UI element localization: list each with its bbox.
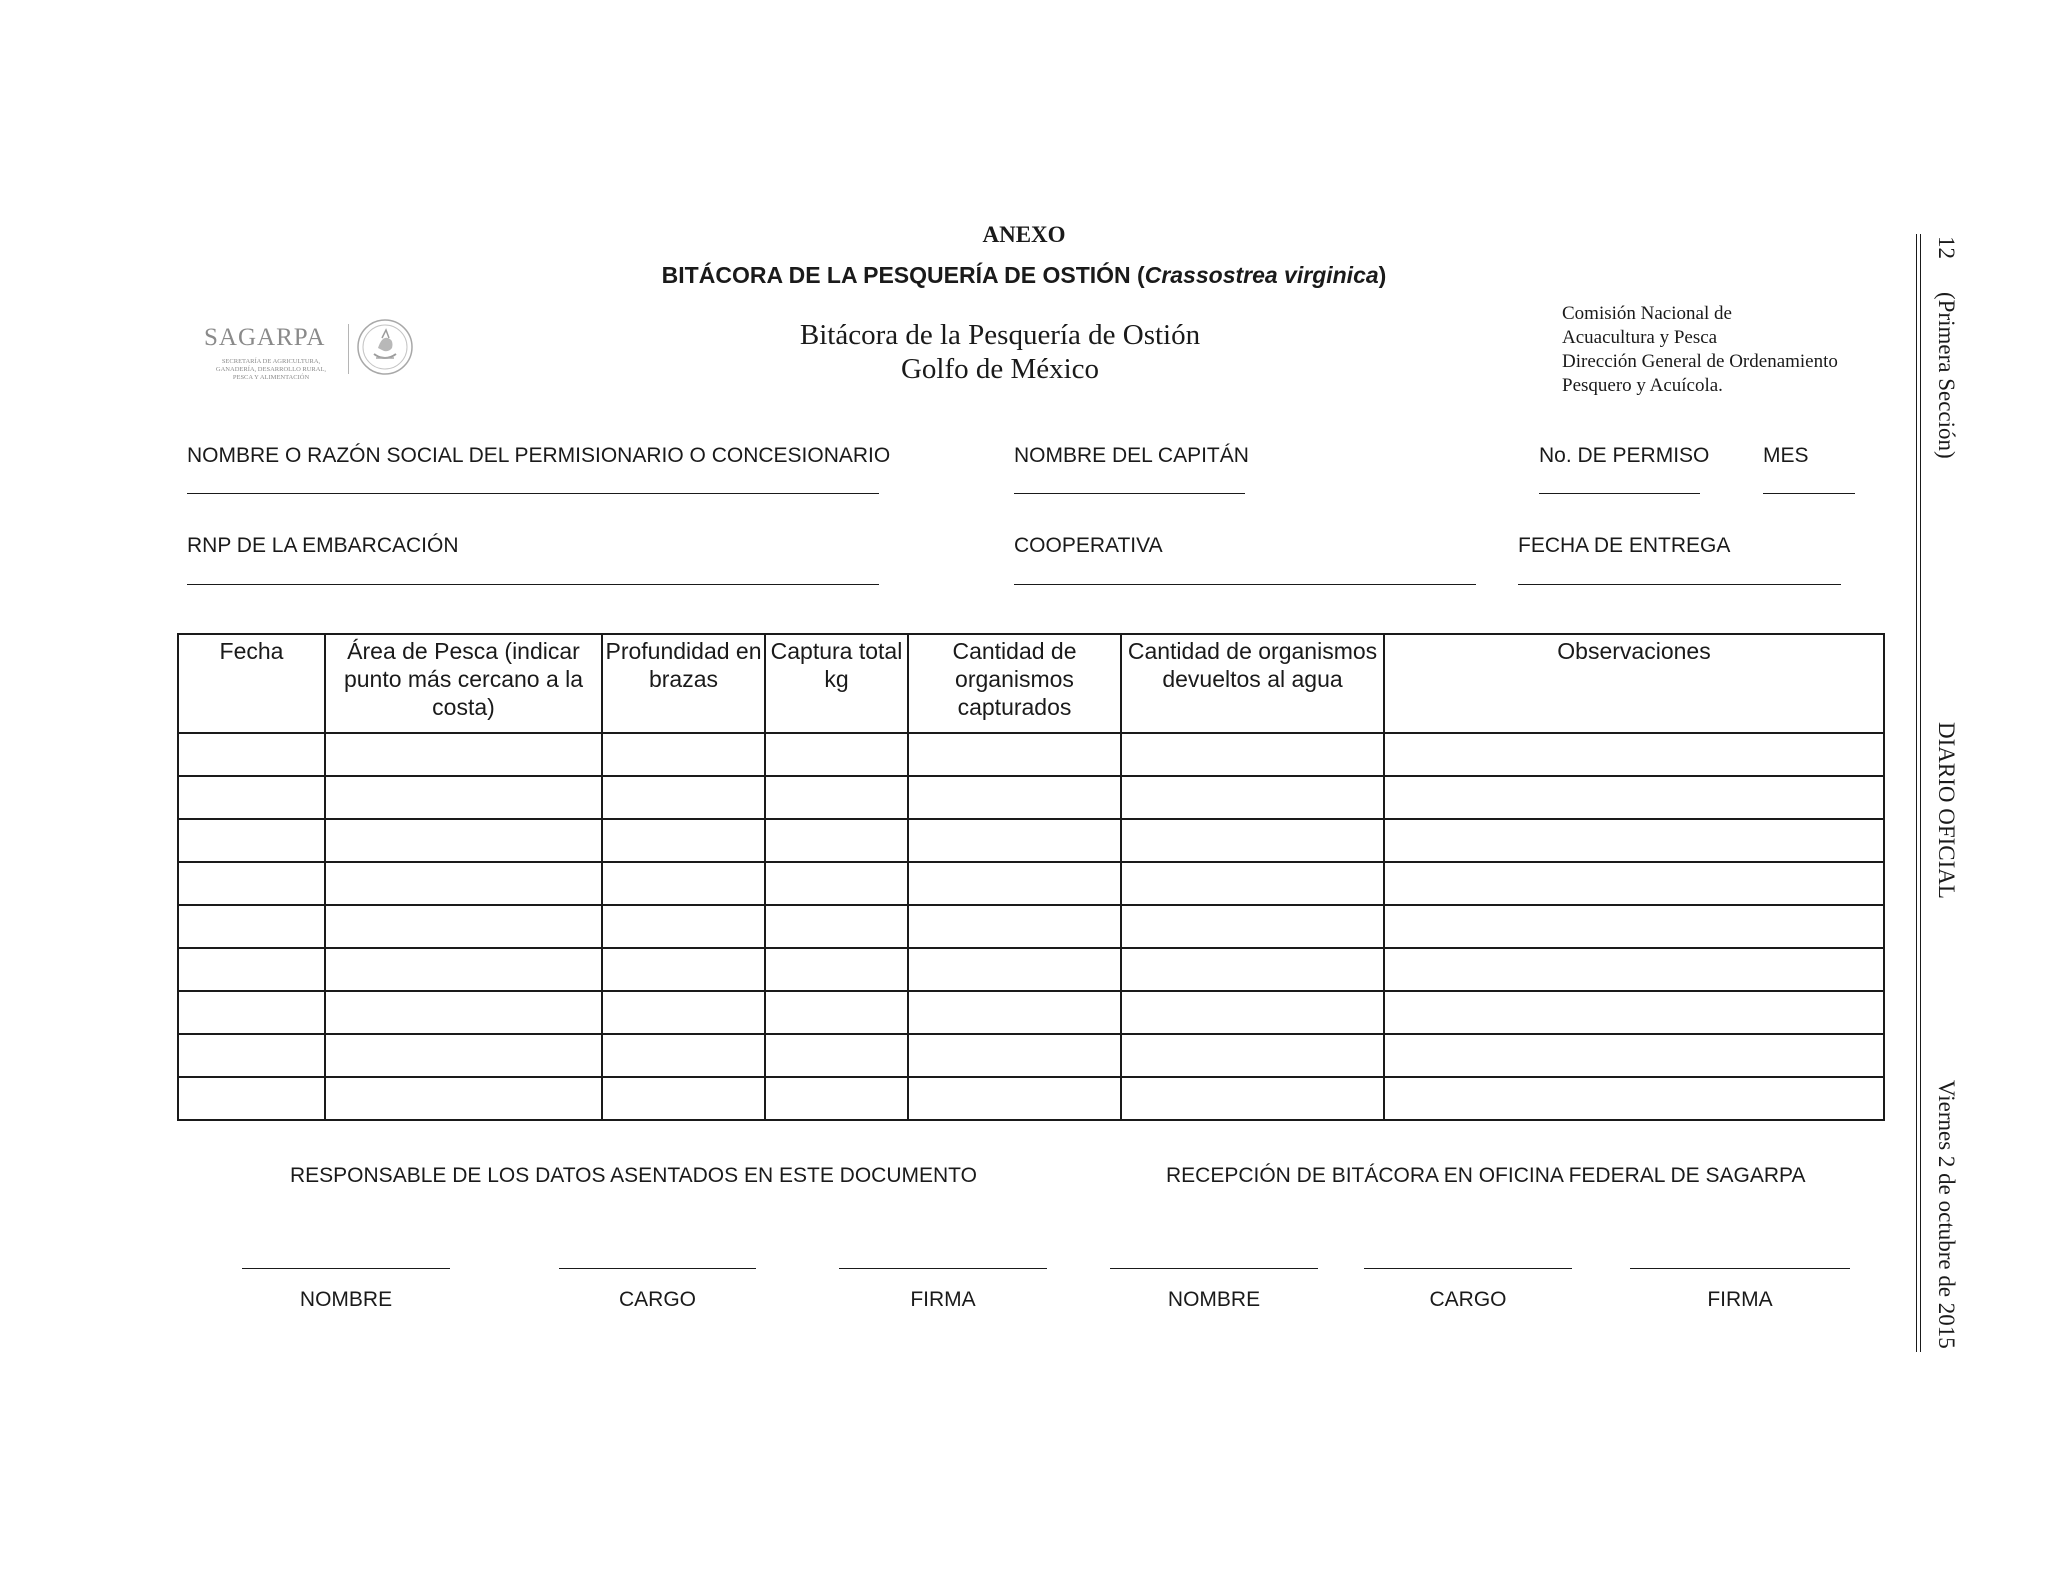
- section-label: (Primera Sección): [1934, 292, 1959, 459]
- signature-line[interactable]: [1630, 1268, 1850, 1269]
- table-cell[interactable]: [908, 1077, 1121, 1120]
- logo-wordmark: SAGARPA: [204, 324, 326, 351]
- left-nombre-label: NOMBRE: [299, 1288, 393, 1311]
- page-number: 12: [1934, 236, 1959, 259]
- recepcion-heading: RECEPCIÓN DE BITÁCORA EN OFICINA FEDERAL DE SAGARPA: [1166, 1164, 1806, 1187]
- sagarpa-logo: [204, 316, 424, 382]
- table-cell[interactable]: [1121, 1077, 1384, 1120]
- header-area-pesca: Área de Pesca (indicar punto más cercano a la costa): [325, 634, 602, 733]
- table-cell[interactable]: [178, 1077, 325, 1120]
- signature-line[interactable]: [559, 1268, 756, 1269]
- table-cell[interactable]: [325, 1077, 602, 1120]
- table-cell[interactable]: [602, 1034, 765, 1077]
- table-cell[interactable]: [325, 776, 602, 819]
- capitan-line[interactable]: [1014, 493, 1245, 494]
- table-row: [178, 991, 1884, 1034]
- table-cell[interactable]: [325, 733, 602, 776]
- table-cell[interactable]: [1384, 991, 1884, 1034]
- table-cell[interactable]: [1384, 862, 1884, 905]
- table-cell[interactable]: [765, 1077, 908, 1120]
- header-organismos-capturados: Cantidad de organismos capturados: [908, 634, 1121, 733]
- header-organismos-devueltos: Cantidad de organismos devueltos al agua: [1121, 634, 1384, 733]
- table-cell[interactable]: [1121, 862, 1384, 905]
- table-cell[interactable]: [1384, 1077, 1884, 1120]
- table-cell[interactable]: [1384, 948, 1884, 991]
- permisionario-line[interactable]: [187, 493, 879, 494]
- table-cell[interactable]: [908, 1034, 1121, 1077]
- agency-line-4: Pesquero y Acuícola.: [1562, 375, 1723, 396]
- rnp-label: RNP DE LA EMBARCACIÓN: [187, 534, 459, 557]
- table-cell[interactable]: [765, 862, 908, 905]
- table-cell[interactable]: [178, 991, 325, 1034]
- table-cell[interactable]: [602, 819, 765, 862]
- table-cell[interactable]: [908, 991, 1121, 1034]
- table-row: [178, 905, 1884, 948]
- publication-date: Viernes 2 de octubre de 2015: [1934, 1080, 1959, 1349]
- subtitle-line-1: Bitácora de la Pesquería de Ostión: [799, 319, 1201, 351]
- table-cell[interactable]: [602, 948, 765, 991]
- table-cell[interactable]: [765, 905, 908, 948]
- table-cell[interactable]: [1384, 905, 1884, 948]
- side-rule: [1920, 234, 1921, 1352]
- subtitle-line-2: Golfo de México: [900, 353, 1100, 385]
- table-cell[interactable]: [1384, 819, 1884, 862]
- catch-log-table: [177, 633, 1885, 1121]
- table-cell[interactable]: [908, 862, 1121, 905]
- table-cell[interactable]: [908, 776, 1121, 819]
- header-profundidad: Profundidad en brazas: [602, 634, 765, 733]
- table-row: [178, 776, 1884, 819]
- left-firma-label: FIRMA: [910, 1288, 976, 1311]
- title-text: BITÁCORA DE LA PESQUERÍA DE OSTIÓN (: [661, 262, 1145, 288]
- table-cell[interactable]: [178, 905, 325, 948]
- mes-label: MES: [1763, 444, 1809, 467]
- table-cell[interactable]: [178, 948, 325, 991]
- table-row: [178, 819, 1884, 862]
- table-cell[interactable]: [765, 1034, 908, 1077]
- table-cell[interactable]: [602, 733, 765, 776]
- table-cell[interactable]: [908, 733, 1121, 776]
- table-cell[interactable]: [325, 991, 602, 1034]
- signature-line[interactable]: [1364, 1268, 1572, 1269]
- right-nombre-label: NOMBRE: [1167, 1288, 1261, 1311]
- table-row: [178, 1077, 1884, 1120]
- table-cell[interactable]: [765, 991, 908, 1034]
- table-cell[interactable]: [1384, 733, 1884, 776]
- table-cell[interactable]: [1384, 1034, 1884, 1077]
- table-cell[interactable]: [325, 862, 602, 905]
- table-cell[interactable]: [178, 776, 325, 819]
- header-captura: Captura total kg: [765, 634, 908, 733]
- agency-block: [1562, 302, 1838, 398]
- fecha-entrega-label: FECHA DE ENTREGA: [1518, 534, 1731, 557]
- title-close: ): [1378, 262, 1387, 288]
- agency-line-3: Dirección General de Ordenamiento: [1562, 351, 1838, 372]
- mexican-coat-of-arms-icon: [356, 318, 414, 376]
- table-cell[interactable]: [908, 819, 1121, 862]
- table-row: [178, 1034, 1884, 1077]
- header-fecha: Fecha: [178, 634, 325, 733]
- signature-line[interactable]: [242, 1268, 450, 1269]
- signature-line[interactable]: [1110, 1268, 1318, 1269]
- permisionario-label: NOMBRE O RAZÓN SOCIAL DEL PERMISIONARIO O CONCESIONARIO: [187, 444, 891, 467]
- table-cell[interactable]: [602, 991, 765, 1034]
- table-row: [178, 948, 1884, 991]
- species-name: Crassostrea virginica: [1144, 262, 1379, 288]
- table-cell[interactable]: [765, 819, 908, 862]
- table-header-row: [178, 634, 1884, 733]
- table-cell[interactable]: [178, 733, 325, 776]
- fecha-entrega-line[interactable]: [1518, 584, 1841, 585]
- table-cell[interactable]: [325, 905, 602, 948]
- table-cell[interactable]: [325, 819, 602, 862]
- side-rule: [1916, 234, 1917, 1352]
- table-cell[interactable]: [602, 1077, 765, 1120]
- table-cell[interactable]: [325, 1034, 602, 1077]
- responsable-heading: RESPONSABLE DE LOS DATOS ASENTADOS EN ESTE DOCUMENTO: [290, 1164, 977, 1187]
- table-cell[interactable]: [1121, 991, 1384, 1034]
- table-cell[interactable]: [765, 733, 908, 776]
- table-cell[interactable]: [765, 948, 908, 991]
- logbook-subtitle: [700, 318, 1300, 386]
- document-title: [0, 262, 2048, 289]
- table-cell[interactable]: [1121, 1034, 1384, 1077]
- table-cell[interactable]: [602, 905, 765, 948]
- signature-line[interactable]: [839, 1268, 1047, 1269]
- permiso-label: No. DE PERMISO: [1539, 444, 1710, 467]
- table-cell[interactable]: [1121, 733, 1384, 776]
- agency-line-2: Acuacultura y Pesca: [1562, 327, 1718, 348]
- table-cell[interactable]: [602, 776, 765, 819]
- table-cell[interactable]: [1121, 905, 1384, 948]
- cooperativa-line[interactable]: [1014, 584, 1476, 585]
- table-cell[interactable]: [602, 862, 765, 905]
- table-cell[interactable]: [178, 819, 325, 862]
- table-cell[interactable]: [178, 1034, 325, 1077]
- logo-subtitle: SECRETARÍA DE AGRICULTURA, GANADERÍA, DESARROLLO RURAL, PESCA Y ALIMENTACIÓN: [215, 358, 327, 381]
- table-row: [178, 733, 1884, 776]
- table-cell[interactable]: [908, 905, 1121, 948]
- cooperativa-label: COOPERATIVA: [1014, 534, 1163, 557]
- table-cell[interactable]: [1121, 819, 1384, 862]
- table-cell[interactable]: [765, 776, 908, 819]
- right-firma-label: FIRMA: [1707, 1288, 1773, 1311]
- right-cargo-label: CARGO: [1429, 1288, 1507, 1311]
- table-cell[interactable]: [178, 862, 325, 905]
- table-row: [178, 862, 1884, 905]
- agency-line-1: Comisión Nacional de: [1562, 303, 1732, 324]
- annex-heading: ANEXO: [982, 222, 1066, 247]
- table-cell[interactable]: [325, 948, 602, 991]
- rnp-line[interactable]: [187, 584, 879, 585]
- logo-separator: [348, 324, 349, 374]
- header-observaciones: Observaciones: [1384, 634, 1884, 733]
- mes-line[interactable]: [1763, 493, 1855, 494]
- table-cell[interactable]: [1121, 948, 1384, 991]
- publication-name: DIARIO OFICIAL: [1934, 722, 1959, 899]
- capitan-label: NOMBRE DEL CAPITÁN: [1014, 444, 1249, 467]
- left-cargo-label: CARGO: [618, 1288, 696, 1311]
- table-body: [178, 733, 1884, 1120]
- table-cell[interactable]: [908, 948, 1121, 991]
- permiso-line[interactable]: [1539, 493, 1700, 494]
- table-cell[interactable]: [1384, 776, 1884, 819]
- table-cell[interactable]: [1121, 776, 1384, 819]
